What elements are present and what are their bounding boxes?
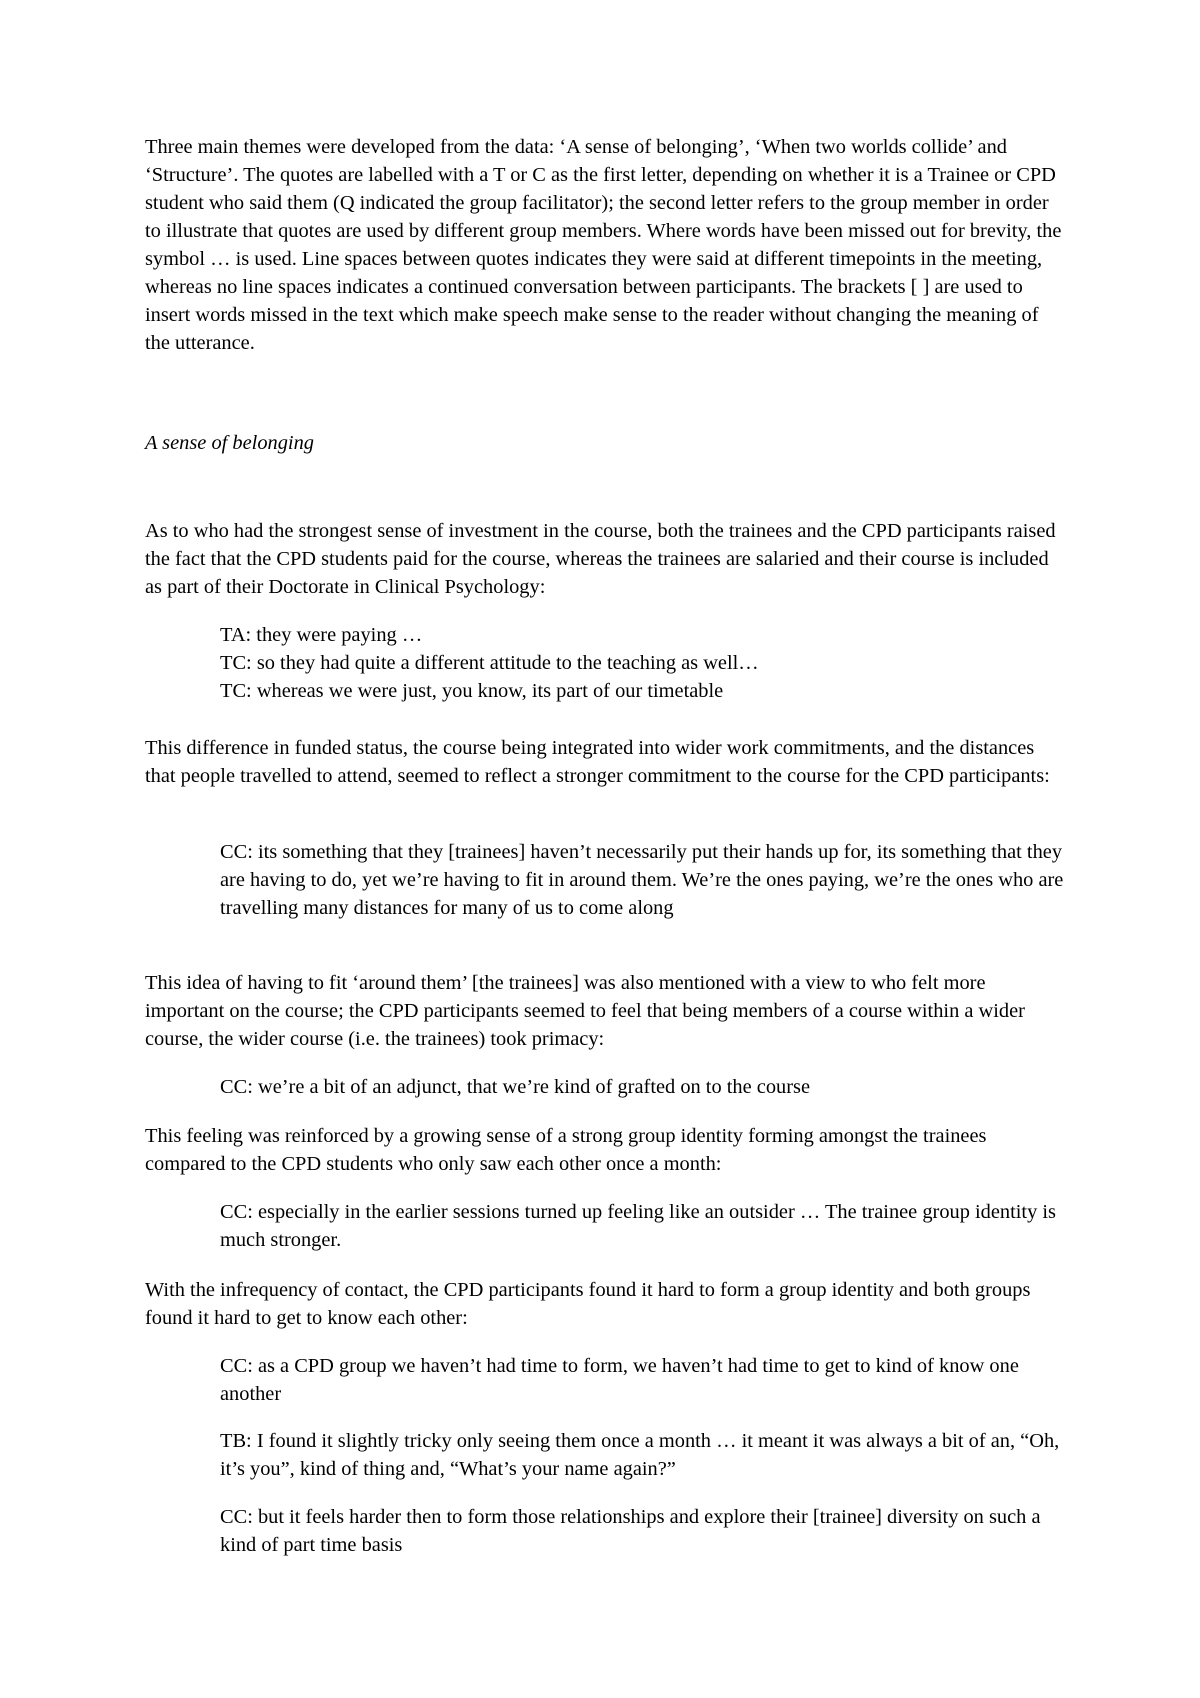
paragraph-investment: As to who had the strongest sense of investment in the course, both the trainees and the CPD participants raised the fact that the CPD students paid for the course, whereas the trainees are salaried and their course is included as part of their Doctorate in Clinical Psychology: (145, 520, 1056, 598)
paragraph-infrequency: With the infrequency of contact, the CPD participants found it hard to form a group identity and both groups found it hard to get to know each other: (145, 1279, 1031, 1329)
paragraph-group-identity: This feeling was reinforced by a growing sense of a strong group identity forming amongst the trainees compared to the CPD students who only saw each other once a month: (145, 1125, 987, 1175)
quote-fit-in: CC: its something that they [trainees] haven’t necessarily put their hands up for, its something that they are having to do, yet we’re having to fit in around them. We’re the ones paying, we’re the ones who are travelling many distances for many of us to come along (220, 841, 1064, 919)
intro-paragraph: Three main themes were developed from the data: ‘A sense of belonging’, ‘When two worlds collide’ and ‘Structure’. The quotes are labelled with a T or C as the first letter, depending on whether it is a Trainee or CPD student who said them (Q indicated the group facilitator); the second letter refers to the group member in order to illustrate that quotes are used by different group members. Where words have been missed out for brevity, the symbol … is used. Line spaces between quotes indicates they were said at different timepoints in the meeting, whereas no line spaces indicates a continued conversation between participants. The brackets [ ] are used to insert words missed in the text which make speech make sense to the reader without changing the meaning of the utterance. (145, 136, 1062, 354)
quote-relationships: CC: but it feels harder then to form those relationships and explore their [trainee] diversity on such a kind of part time basis (220, 1506, 1041, 1556)
quote-group-paying (220, 621, 1070, 705)
quote-form: CC: as a CPD group we haven’t had time to form, we haven’t had time to get to kind of know one another (220, 1355, 1019, 1405)
quote-line: TC: whereas we were just, you know, its part of our timetable (220, 680, 724, 702)
quote-line: TC: so they had quite a different attitude to the teaching as well… (220, 652, 759, 674)
quote-tricky: TB: I found it slightly tricky only seeing them once a month … it meant it was always a bit of an, “Oh, it’s you”, kind of thing and, “What’s your name again?” (220, 1430, 1060, 1480)
paragraph-around-them: This idea of having to fit ‘around them’ [the trainees] was also mentioned with a view to who felt more important on the course; the CPD participants seemed to feel that being members of a course within a wider course, the wider course (i.e. the trainees) took primacy: (145, 972, 1025, 1050)
quote-adjunct: CC: we’re a bit of an adjunct, that we’re kind of grafted on to the course (220, 1076, 810, 1098)
quote-line: TA: they were paying … (220, 624, 423, 646)
paragraph-funded-status: This difference in funded status, the course being integrated into wider work commitments, and the distances that people travelled to attend, seemed to reflect a stronger commitment to the course for the CPD participants: (145, 737, 1050, 787)
section-heading: A sense of belonging (145, 432, 314, 454)
quote-outsider: CC: especially in the earlier sessions turned up feeling like an outsider … The trainee group identity is much stronger. (220, 1201, 1056, 1251)
